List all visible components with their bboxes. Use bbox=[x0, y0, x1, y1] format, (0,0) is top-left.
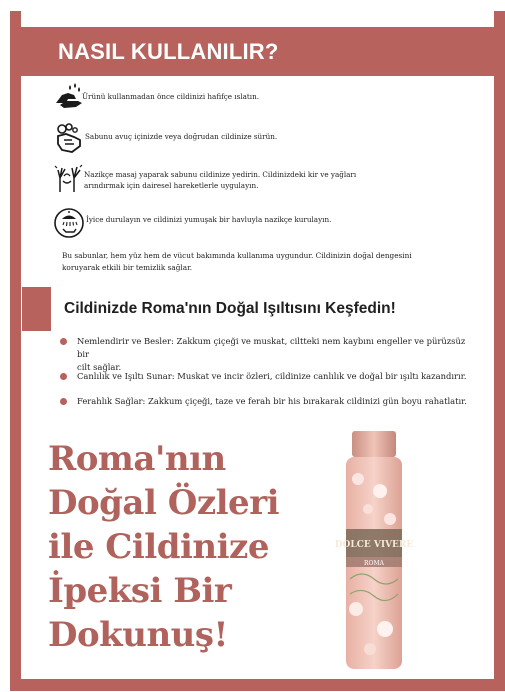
benefit-1-line-2: cilt sağlar. bbox=[77, 362, 122, 372]
benefit-2-line-1: Canlılık ve Işıltı Sunar: Muskat ve incir özleri, cildinize canlılık ve doğal bir ışıltı kazandırır. bbox=[77, 371, 467, 381]
benefit-text bbox=[77, 395, 477, 408]
bottle-sub: ROMA bbox=[364, 560, 384, 567]
headline-line-2: Doğal Özleri bbox=[48, 483, 280, 523]
headline bbox=[48, 437, 298, 657]
bottle-brand: DOLCE VIVERE bbox=[334, 540, 414, 550]
benefit-text bbox=[77, 335, 477, 374]
step-1-text: Ürünü kullanmadan önce cildinizi hafifçe ıslatın. bbox=[82, 92, 260, 101]
summary-line-2: koruyarak etkili bir temizlik sağlar. bbox=[62, 263, 193, 272]
usage-summary bbox=[62, 250, 462, 274]
bullet-dot-icon bbox=[60, 338, 67, 345]
step-4-text: İyice durulayın ve cildinizi yumuşak bir havluyla nazikçe kurulayın. bbox=[86, 215, 332, 224]
discover-band bbox=[22, 287, 51, 331]
step-3-text bbox=[84, 169, 404, 191]
lather-hands-icon bbox=[52, 122, 88, 158]
benefit-3-line-1: Ferahlık Sağlar: Zakkum çiçeği, taze ve ferah bir his bırakarak cildinizi gün boyu rahatlatır. bbox=[77, 396, 467, 406]
bullet-dot-icon bbox=[60, 373, 67, 380]
shower-gel-bottle-icon bbox=[334, 429, 414, 674]
discover-title: Cildinizde Roma'nın Doğal Işıltısını Keşfedin! bbox=[64, 300, 396, 317]
page-title: NASIL KULLANILIR? bbox=[58, 39, 279, 64]
benefit-text bbox=[77, 370, 477, 383]
bullet-dot-icon bbox=[60, 398, 67, 405]
step-3-line-1: Nazikçe masaj yaparak sabunu cildinize yedirin. Cildinizdeki kir ve yağları bbox=[84, 170, 357, 179]
massage-hands-icon bbox=[52, 162, 88, 198]
headline-line-4: İpeksi Bir bbox=[48, 571, 232, 611]
headline-line-3: ile Cildinize bbox=[48, 527, 269, 567]
headline-line-1: Roma'nın bbox=[48, 439, 226, 479]
benefit-1-line-1: Nemlendirir ve Besler: Zakkum çiçeği ve muskat, ciltteki nem kaybını engeller ve pürüzsüz bir bbox=[77, 336, 466, 359]
step-3-line-2: arındırmak için dairesel hareketlerle uygulayın. bbox=[84, 181, 259, 190]
summary-line-1: Bu sabunlar, hem yüz hem de vücut bakımında kullanıma uygundur. Cildinizin doğal dengesini bbox=[62, 251, 412, 260]
step-2-text: Sabunu avuç içinizde veya doğrudan cildinize sürün. bbox=[85, 132, 278, 141]
headline-line-5: Dokunuş! bbox=[48, 615, 228, 655]
shower-icon bbox=[52, 206, 88, 242]
